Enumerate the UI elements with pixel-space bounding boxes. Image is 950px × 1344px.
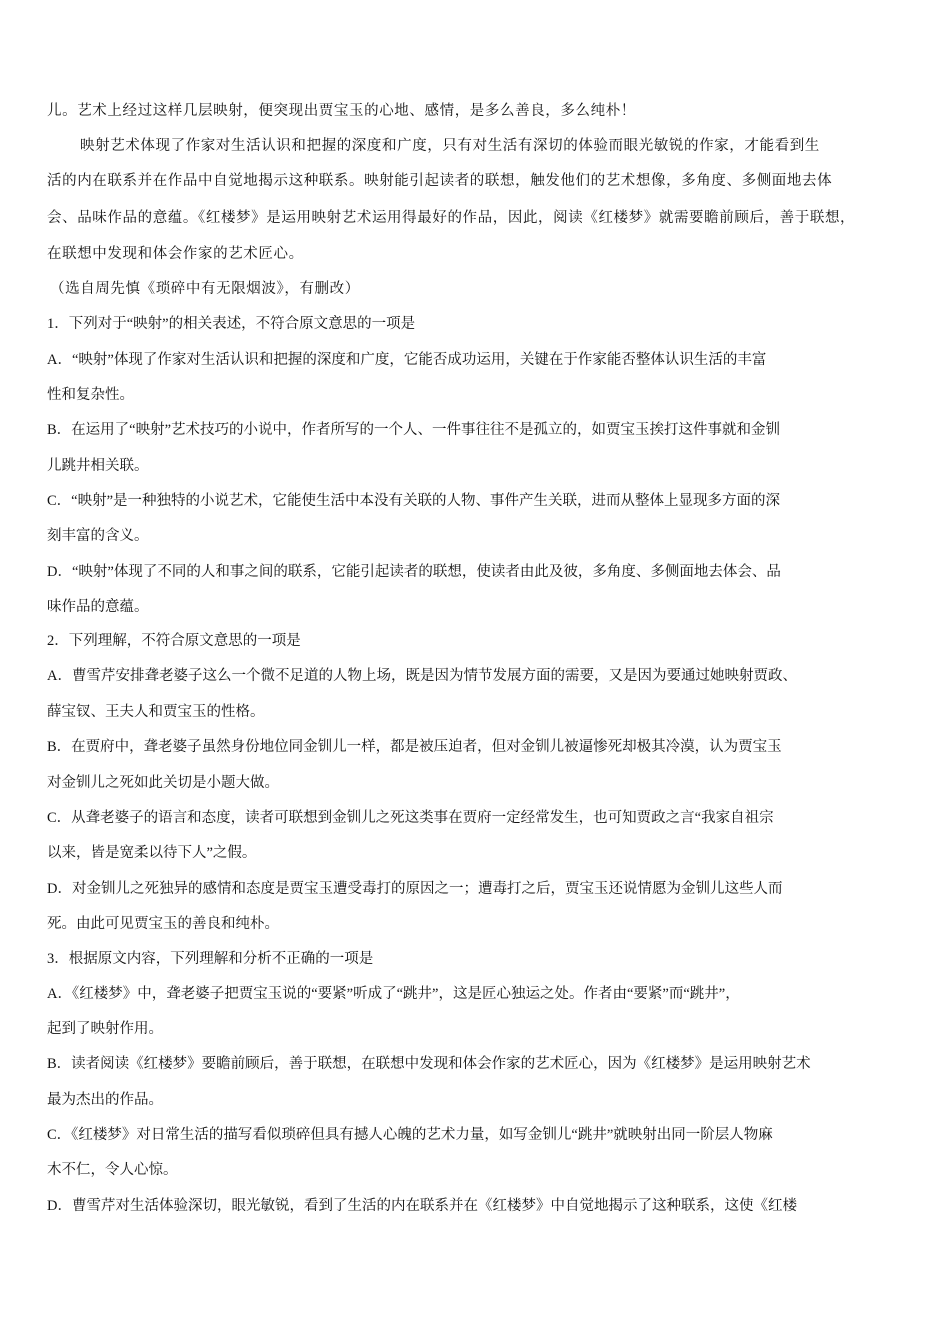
option-line: 味作品的意蕴。 (47, 599, 149, 615)
option-line: C．从聋老婆子的语言和态度，读者可联想到金钏儿之死这类事在贾府一定经常发生，也可知贾政之言“我家自祖宗 (47, 810, 774, 826)
option-line: D．曹雪芹对生活体验深切，眼光敏锐，看到了生活的内在联系并在《红楼梦》中自觉地揭示了这种联系，这使《红楼 (47, 1198, 797, 1214)
question-stem: 3．根据原文内容，下列理解和分析不正确的一项是 (47, 951, 374, 967)
option-line: 死。由此可见贾宝玉的善良和纯朴。 (47, 916, 279, 932)
question-stem: 2．下列理解，不符合原文意思的一项是 (47, 633, 301, 649)
question-stem: 1．下列对于“映射”的相关表述，不符合原文意思的一项是 (47, 316, 416, 332)
option-line: 刻丰富的含义。 (47, 528, 149, 544)
option-line: 儿跳井相关联。 (47, 458, 149, 474)
option-line: 对金钏儿之死如此关切是小题大做。 (47, 775, 279, 791)
option-line: 性和复杂性。 (47, 387, 134, 403)
option-line: D．“映射”体现了不同的人和事之间的联系，它能引起读者的联想，使读者由此及彼，多角度、多侧面地去体会、品 (47, 564, 781, 580)
option-line: A．《红楼梦》中，聋老婆子把贾宝玉说的“要紧”听成了“跳井”，这是匠心独运之处。作者由“要紧”而“跳井”， (47, 986, 740, 1002)
option-line: B．在贾府中，聋老婆子虽然身份地位同金钏儿一样，都是被压迫者，但对金钏儿被逼惨死却极其冷漠，认为贾宝玉 (47, 739, 782, 755)
passage-line: 活的内在联系并在作品中自觉地揭示这种联系。映射能引起读者的联想，触发他们的艺术想像，多角度、多侧面地去体 (47, 173, 833, 189)
option-line: 薛宝钗、王夫人和贾宝玉的性格。 (47, 704, 265, 720)
option-line: C．“映射”是一种独特的小说艺术，它能使生活中本没有关联的人物、事件产生关联，进而从整体上显现多方面的深 (47, 493, 781, 509)
passage-line: 儿。艺术上经过这样几层映射，便突现出贾宝玉的心地、感情，是多么善良，多么纯朴！ (47, 103, 636, 119)
option-line: B．在运用了“映射”艺术技巧的小说中，作者所写的一个人、一件事往往不是孤立的，如贾宝玉挨打这件事就和金钏 (47, 422, 781, 438)
passage-line: 在联想中发现和体会作家的艺术匠心。 (47, 246, 304, 262)
option-line: 起到了映射作用。 (47, 1021, 163, 1037)
option-line: D．对金钏儿之死独异的感情和态度是贾宝玉遭受毒打的原因之一；遭毒打之后，贾宝玉还说情愿为金钏儿这些人而 (47, 881, 783, 897)
option-line: 以来，皆是宽柔以待下人”之假。 (47, 845, 257, 861)
option-line: A．曹雪芹安排聋老婆子这么一个微不足道的人物上场，既是因为情节发展方面的需要，又是因为要通过她映射贾政、 (47, 668, 797, 684)
option-line: B．读者阅读《红楼梦》要瞻前顾后，善于联想，在联想中发现和体会作家的艺术匠心，因为《红楼梦》是运用映射艺术 (47, 1056, 811, 1072)
passage-line: 映射艺术体现了作家对生活认识和把握的深度和广度，只有对生活有深切的体验而眼光敏锐的作家，才能看到生 (80, 138, 820, 154)
option-line: 最为杰出的作品。 (47, 1092, 163, 1108)
passage-source: （选自周先慎《琐碎中有无限烟波》，有删改） (50, 281, 360, 297)
option-line: A．“映射”体现了作家对生活认识和把握的深度和广度，它能否成功运用，关键在于作家能否整体认识生活的丰富 (47, 352, 767, 368)
option-line: 木不仁，令人心惊。 (47, 1162, 178, 1178)
option-line: C．《红楼梦》对日常生活的描写看似琐碎但具有撼人心魄的艺术力量，如写金钏儿“跳井”就映射出同一阶层人物麻 (47, 1127, 773, 1143)
passage-line: 会、品味作品的意蕴。《红楼梦》是运用映射艺术运用得最好的作品，因此，阅读《红楼梦》就需要瞻前顾后，善于联想， (47, 210, 856, 226)
